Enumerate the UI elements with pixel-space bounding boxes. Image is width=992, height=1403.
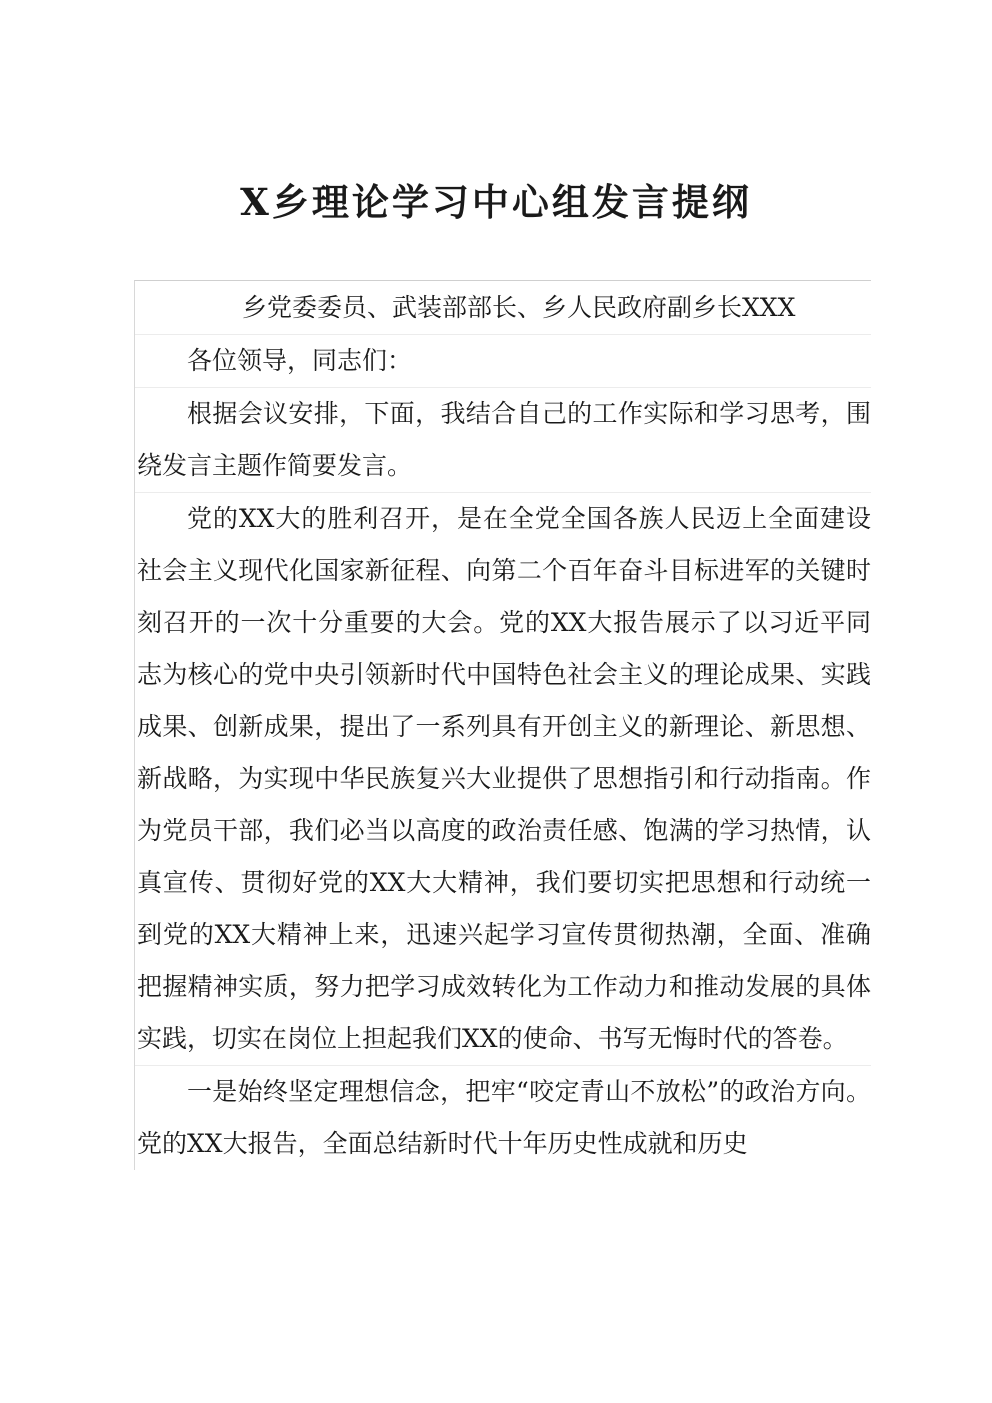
paragraph-point-one: 一是始终坚定理想信念，把牢“咬定青山不放松”的政治方向。党的XX大报告，全面总结新时代十年历史性成就和历史 bbox=[137, 1077, 871, 1158]
document-body bbox=[134, 280, 871, 1170]
paragraph-intro: 根据会议安排，下面，我结合自己的工作实际和学习思考，围绕发言主题作简要发言。 bbox=[135, 388, 871, 493]
salutation: 各位领导，同志们： bbox=[135, 335, 871, 388]
author-line: 乡党委委员、武装部部长、乡人民政府副乡长XXX bbox=[135, 281, 871, 335]
document-title: X乡理论学习中心组发言提纲 bbox=[240, 180, 752, 224]
paragraph-main: 党的XX大的胜利召开，是在全党全国各族人民迈上全面建设社会主义现代化国家新征程、向第二个百年奋斗目标进军的关键时刻召开的一次十分重要的大会。党的XX大报告展示了以习近平同志为核心的党中央引领新时代中国特色社会主义的理论成果、实践成果、创新成果，提出了一系列具有开创主义的新理论、新思想、新战略，为实现中华民族复兴大业提供了思想指引和行动指南。作为党员干部，我们必当以高度的政治责任感、饱满的学习热情，认真宣传、贯彻好党的XX大大精神，我们要切实把思想和行动统一到党的XX大精神上来，迅速兴起学习宣传贯彻热潮，全面、准确把握精神实质，努力把学习成效转化为工作动力和推动发展的具体实践，切实在岗位上担起我们XX的使命、书写无悔时代的答卷。 bbox=[135, 493, 871, 1066]
